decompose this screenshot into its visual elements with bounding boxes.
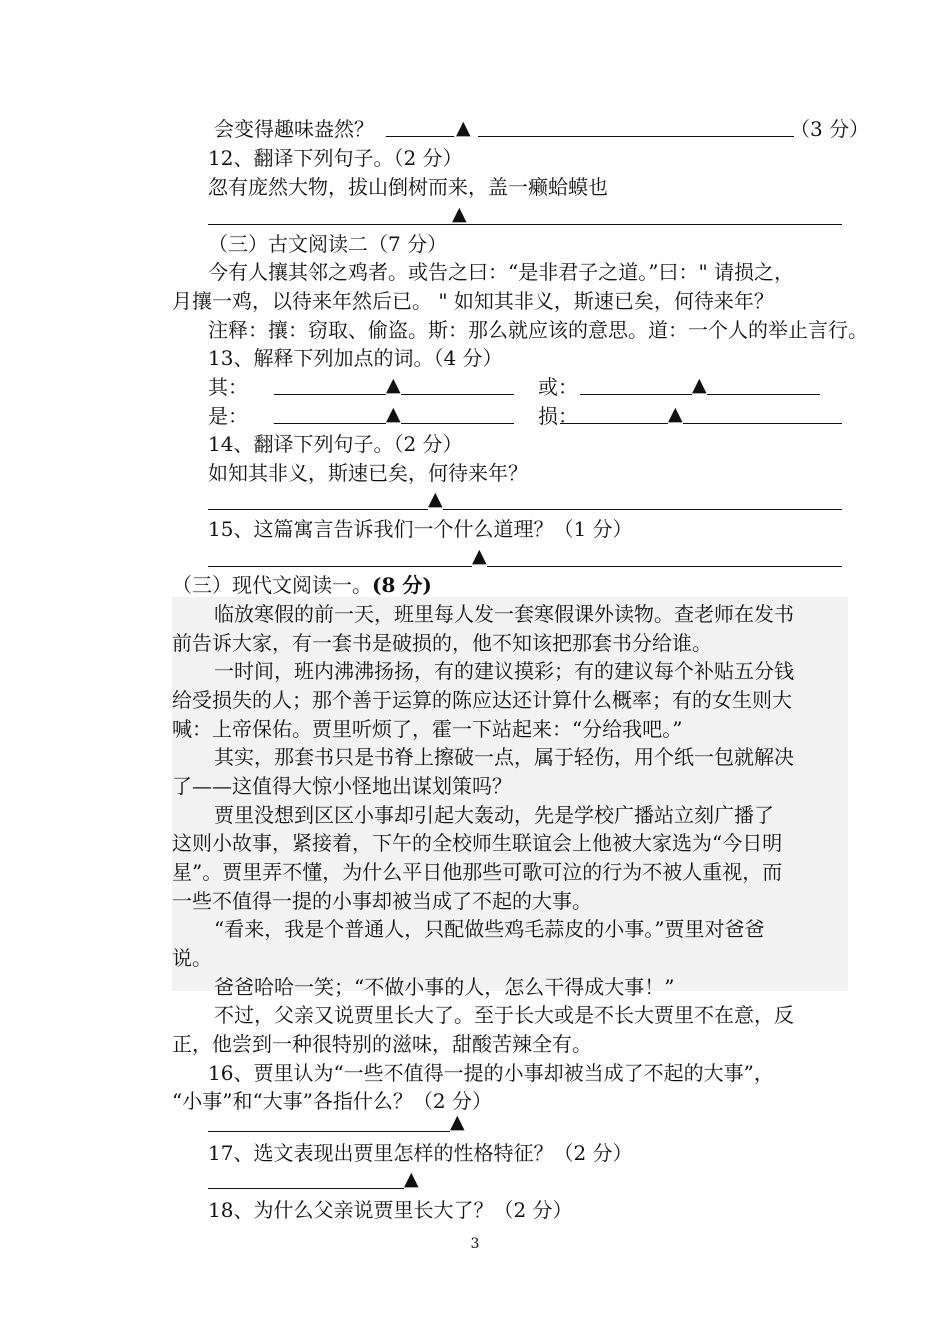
passage-line: 喊：上帝保佑。贾里听烦了，霍一下站起来：“分给我吧。” [172, 717, 683, 741]
section-modern-title-text: （三）现代文阅读一。 [172, 573, 372, 597]
q13-marker-2: ▲ [692, 374, 707, 396]
passage-line: 一时间，班内沸沸扬扬，有的建议摸彩；有的建议每个补贴五分钱 [214, 659, 794, 683]
q13-marker-3: ▲ [386, 403, 401, 425]
q15-marker: ▲ [472, 545, 487, 567]
q18-title: 18、为什么父亲说贾里长大了？（2 分） [208, 1198, 573, 1222]
passage-line: “看来，我是个普通人，只配做些鸡毛蒜皮的小事。”贾里对爸爸 [214, 917, 765, 941]
passage-line: 正，他尝到一种很特别的滋味，甜酸苦辣全有。 [172, 1032, 592, 1056]
q15-title: 15、这篇寓言告诉我们一个什么道理？（1 分） [208, 517, 633, 541]
passage-line: 星”。贾里弄不懂，为什么平日他那些可歌可泣的行为不被人重视，而 [172, 860, 783, 884]
passage-line: 前告诉大家，有一套书是破损的，他不知该把那套书分给谁。 [172, 631, 712, 655]
q11-answer-line-left [386, 136, 454, 137]
passage-line: 一些不值得一提的小事却被当成了不起的大事。 [172, 889, 592, 913]
q14-title: 14、翻译下列句子。（2 分） [208, 432, 463, 456]
passage-line: 临放寒假的前一天，班里每人发一套寒假课外读物。查老师在发书 [214, 602, 794, 626]
q16-answer-line [208, 1131, 450, 1132]
passage-line: 贾里没想到区区小事却引起大轰动，先是学校广播站立刻广播了 [214, 803, 774, 827]
passage-line: 说。 [172, 946, 212, 970]
q13-word-2: 或： [538, 375, 578, 399]
passage-line: 给受损失的人；那个善于运算的陈应达还计算什么概率；有的女生则大 [172, 688, 792, 712]
q13-word-3: 是： [208, 404, 248, 428]
passage-line: 爸爸哈哈一笑；“不做小事的人，怎么干得成大事！” [214, 975, 675, 999]
classical-passage-note: 注释：攘：窃取、偷盗。斯：那么就应该的意思。道：一个人的举止言行。 [208, 318, 868, 342]
passage-line: 这则小故事，紧接着，下午的全校师生联谊会上他被大家选为“今日明 [172, 831, 783, 855]
q16-line-1: 16、贾里认为“一些不值得一提的小事却被当成了不起的大事”， [208, 1061, 774, 1085]
q13-word-4: 损： [538, 404, 578, 428]
q13-word-1: 其： [208, 375, 248, 399]
q14-sentence: 如知其非义，斯速已矣，何待来年？ [208, 461, 528, 485]
q14-answer-line [208, 509, 842, 510]
q11-score: （3 分） [790, 117, 870, 141]
classical-passage-line-2: 月攘一鸡，以待来年然后已。 " 如知其非义，斯速已矣，何待来年？ [172, 289, 774, 313]
q13-marker-4: ▲ [668, 403, 683, 425]
q13-marker-1: ▲ [386, 374, 401, 396]
q16-line-2: “小事”和“大事”各指什么？（2 分） [172, 1089, 492, 1113]
q11-marker: ▲ [456, 117, 471, 139]
passage-line: 其实，那套书只是书脊上擦破一点，属于轻伤，用个纸一包就解决 [214, 745, 794, 769]
passage-line: 了——这值得大惊小怪地出谋划策吗？ [172, 774, 512, 798]
q13-title: 13、解释下列加点的词。（4 分） [208, 346, 503, 370]
q12-sentence: 忽有庞然大物，拔山倒树而来，盖一癞蛤蟆也 [208, 175, 608, 199]
q11-tail [214, 116, 374, 142]
q15-answer-line [208, 566, 842, 567]
q12-answer-line [208, 224, 842, 225]
q17-title: 17、选文表现出贾里怎样的性格特征？（2 分） [208, 1141, 633, 1165]
q12-title: 12、翻译下列句子。（2 分） [208, 146, 463, 170]
passage-line: 不过，父亲又说贾里长大了。至于长大或是不长大贾里不在意，反 [214, 1003, 794, 1027]
q11-answer-line-right [478, 136, 794, 137]
page-number: 3 [470, 1236, 480, 1252]
q16-marker: ▲ [450, 1111, 465, 1133]
section-modern-score: (8 分) [372, 573, 432, 597]
q17-answer-line [208, 1188, 404, 1189]
q14-marker: ▲ [428, 488, 443, 510]
q17-marker: ▲ [404, 1168, 419, 1190]
section-modern-title [172, 572, 432, 598]
section-classical-2-title: （三）古文阅读二（7 分） [208, 232, 448, 256]
q11-text: 会变得趣味盎然？ [214, 117, 374, 141]
q13-line-4 [560, 423, 842, 424]
q12-marker: ▲ [452, 203, 467, 225]
classical-passage-line-1: 今有人攘其邻之鸡者。或告之曰：“是非君子之道。”曰：" 请损之， [208, 260, 795, 284]
